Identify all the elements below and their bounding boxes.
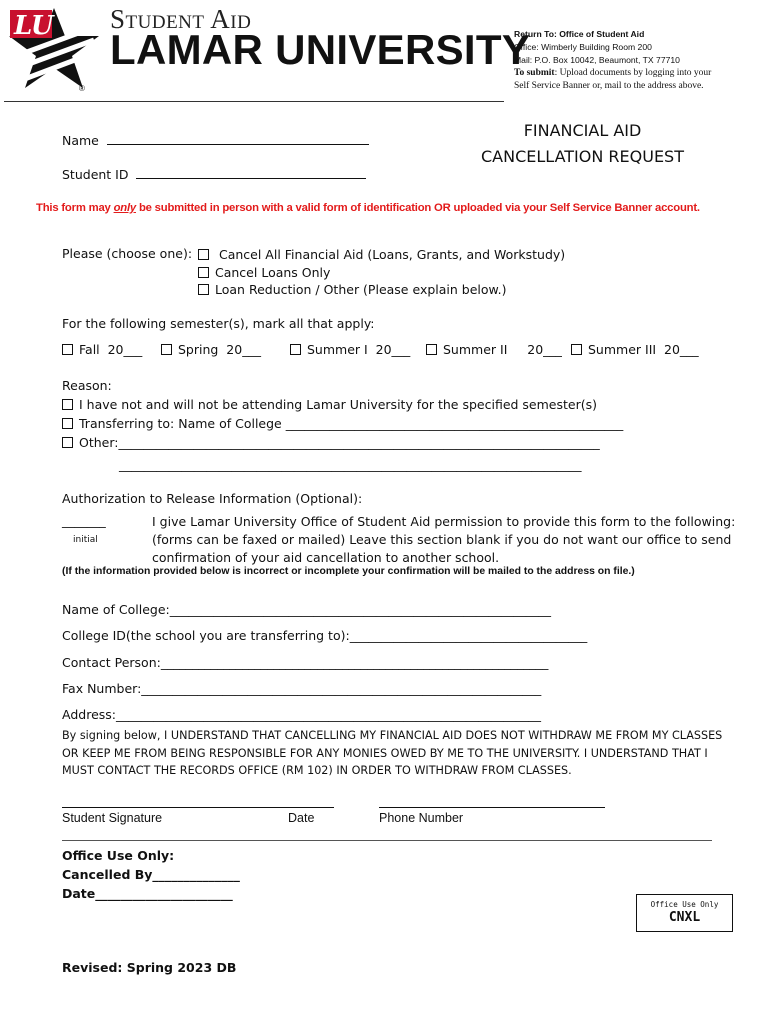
initial-blank[interactable]: _______	[62, 513, 106, 528]
acknowledgement-line-1: By signing below, I UNDERSTAND THAT CANCELLING MY FINANCIAL AID DOES NOT WITHDRAW ME FROM MY CLASSES	[62, 729, 723, 742]
office-use-box-label: Office Use Only	[650, 900, 719, 909]
checkbox[interactable]	[290, 344, 301, 355]
semester-label: For the following semester(s), mark all that apply:	[62, 316, 375, 331]
separator-rule	[62, 840, 712, 841]
name-input-line[interactable]	[107, 144, 369, 145]
office-use-section	[62, 846, 240, 903]
signature-line[interactable]	[62, 807, 334, 808]
checkbox[interactable]	[62, 399, 73, 410]
return-to: Return To: Office of Student Aid	[514, 29, 645, 39]
semester-spring[interactable]	[161, 342, 261, 357]
notice-text-before: This form may	[36, 202, 114, 214]
acknowledgement-line-3: MUST CONTACT THE RECORDS OFFICE (RM 102) IN ORDER TO WITHDRAW FROM CLASSES.	[62, 764, 572, 777]
submit-text: : Upload documents by logging into your	[554, 68, 712, 78]
reason-label: Reason:	[62, 378, 112, 393]
student-signature-label: Student Signature	[62, 811, 163, 825]
office-date-field[interactable]: Date______________________	[62, 886, 233, 901]
header-rule	[4, 101, 504, 102]
authorization-label: Authorization to Release Information (Optional):	[62, 491, 363, 506]
semester-summer-2[interactable]	[426, 342, 562, 357]
return-address	[514, 28, 711, 93]
semester-option-label: Summer III 20___	[588, 342, 699, 357]
college-id-field[interactable]: College ID(the school you are transferring to):______________________________________	[62, 628, 588, 644]
reason-other[interactable]	[62, 433, 623, 452]
address-field[interactable]: Address:____________________________________________________________________	[62, 707, 541, 723]
checkbox[interactable]	[198, 267, 209, 278]
fax-number-field[interactable]: Fax Number:________________________________________________________________	[62, 680, 542, 696]
checkbox[interactable]	[62, 418, 73, 429]
authorization-text	[152, 513, 735, 567]
phone-line[interactable]	[379, 807, 605, 808]
reason-option-label: I have not and will not be attending Lamar University for the specified semester(s)	[79, 397, 597, 412]
checkbox[interactable]	[161, 344, 172, 355]
lamar-star-logo	[4, 6, 104, 98]
reason-not-attending[interactable]	[62, 395, 623, 414]
checkbox[interactable]	[62, 344, 73, 355]
title-line-1: FINANCIAL AID	[523, 121, 642, 140]
student-id-field	[62, 167, 366, 182]
option-label: Cancel Loans Only	[215, 264, 331, 280]
authorization-line-3: confirmation of your aid cancellation to another school.	[152, 550, 500, 565]
svg-text:LU: LU	[14, 11, 54, 41]
mail-address: Mail: P.O. Box 10042, Beaumont, TX 77710	[514, 55, 680, 65]
student-aid-heading: Student Aid	[110, 4, 252, 34]
semester-option-label: Fall 20___	[79, 342, 143, 357]
reason-transferring[interactable]	[62, 414, 623, 433]
semester-fall[interactable]	[62, 342, 142, 357]
reason-option-label: Transferring to: Name of College ______________________________________________________	[79, 416, 624, 431]
checkbox[interactable]	[198, 249, 209, 260]
name-label: Name	[62, 133, 99, 148]
semester-option-label: Spring 20___	[178, 342, 261, 357]
cancelled-by-field[interactable]: Cancelled By______________	[62, 867, 240, 882]
notice-emphasis: only	[113, 202, 136, 214]
checkbox[interactable]	[198, 284, 209, 295]
date-label: Date	[288, 811, 315, 825]
form-title	[470, 118, 695, 170]
semester-option-label: Summer I 20___	[307, 342, 411, 357]
office-use-box-code: CNXL	[668, 910, 701, 925]
choose-label: Please (choose one):	[62, 246, 193, 261]
choose-options	[198, 246, 565, 299]
office-location: Office: Wimberly Building Room 200	[514, 42, 652, 52]
checkbox[interactable]	[62, 437, 73, 448]
title-line-2: CANCELLATION REQUEST	[481, 147, 684, 166]
semester-option-label: Summer II 20___	[443, 342, 562, 357]
notice-text-after: be submitted in person with a valid form of identification OR uploaded via your Self Service Banner account.	[136, 202, 700, 214]
semester-summer-1[interactable]	[290, 342, 410, 357]
authorization-line-1: I give Lamar University Office of Student Aid permission to provide this form to the following:	[152, 514, 736, 529]
initial-label: initial	[73, 535, 98, 545]
office-use-box	[636, 894, 733, 932]
university-name: LAMAR UNIVERSITY	[110, 26, 531, 73]
option-label: Loan Reduction / Other (Please explain below.)	[215, 282, 507, 297]
option-label: Cancel All Financial Aid (Loans, Grants, and Workstudy)	[218, 247, 566, 262]
authorization-line-2: (forms can be faxed or mailed) Leave this section blank if you do not want our office to send	[152, 532, 732, 547]
option-loan-reduction[interactable]	[198, 281, 565, 299]
semester-summer-3[interactable]	[571, 342, 699, 357]
acknowledgement-line-2: OR KEEP ME FROM BEING RESPONSIBLE FOR ANY MONIES OWED BY ME TO THE UNIVERSITY. I UNDERSTAND THAT I	[62, 746, 708, 760]
registered-mark: ®	[79, 84, 85, 93]
student-id-label: Student ID	[62, 167, 129, 182]
student-id-input-line[interactable]	[136, 178, 366, 179]
contact-person-field[interactable]: Contact Person:______________________________________________________________	[62, 654, 549, 670]
transfer-fields	[62, 597, 587, 728]
option-cancel-loans[interactable]	[198, 264, 565, 282]
reason-section	[62, 376, 623, 452]
reason-option-label: Other:_____________________________________________________________________________	[79, 435, 600, 450]
revised-date: Revised: Spring 2023 DB	[62, 960, 237, 975]
office-use-title: Office Use Only:	[62, 848, 175, 863]
submission-notice	[36, 202, 700, 214]
reason-other-line-2[interactable]: __________________________________________________________________________	[119, 457, 582, 472]
authorization-note: (If the information provided below is incorrect or incomplete your confirmation will be mailed to the address on file.)	[62, 566, 635, 577]
acknowledgement	[62, 727, 722, 780]
submit-text-2: Self Service Banner or, mail to the address above.	[514, 81, 704, 91]
checkbox[interactable]	[426, 344, 437, 355]
name-field	[62, 133, 369, 148]
name-of-college-field[interactable]: Name of College:_____________________________________________________________	[62, 602, 551, 617]
submit-label: To submit	[514, 68, 555, 78]
option-cancel-all[interactable]	[198, 246, 565, 264]
phone-number-label: Phone Number	[379, 811, 464, 825]
checkbox[interactable]	[571, 344, 582, 355]
